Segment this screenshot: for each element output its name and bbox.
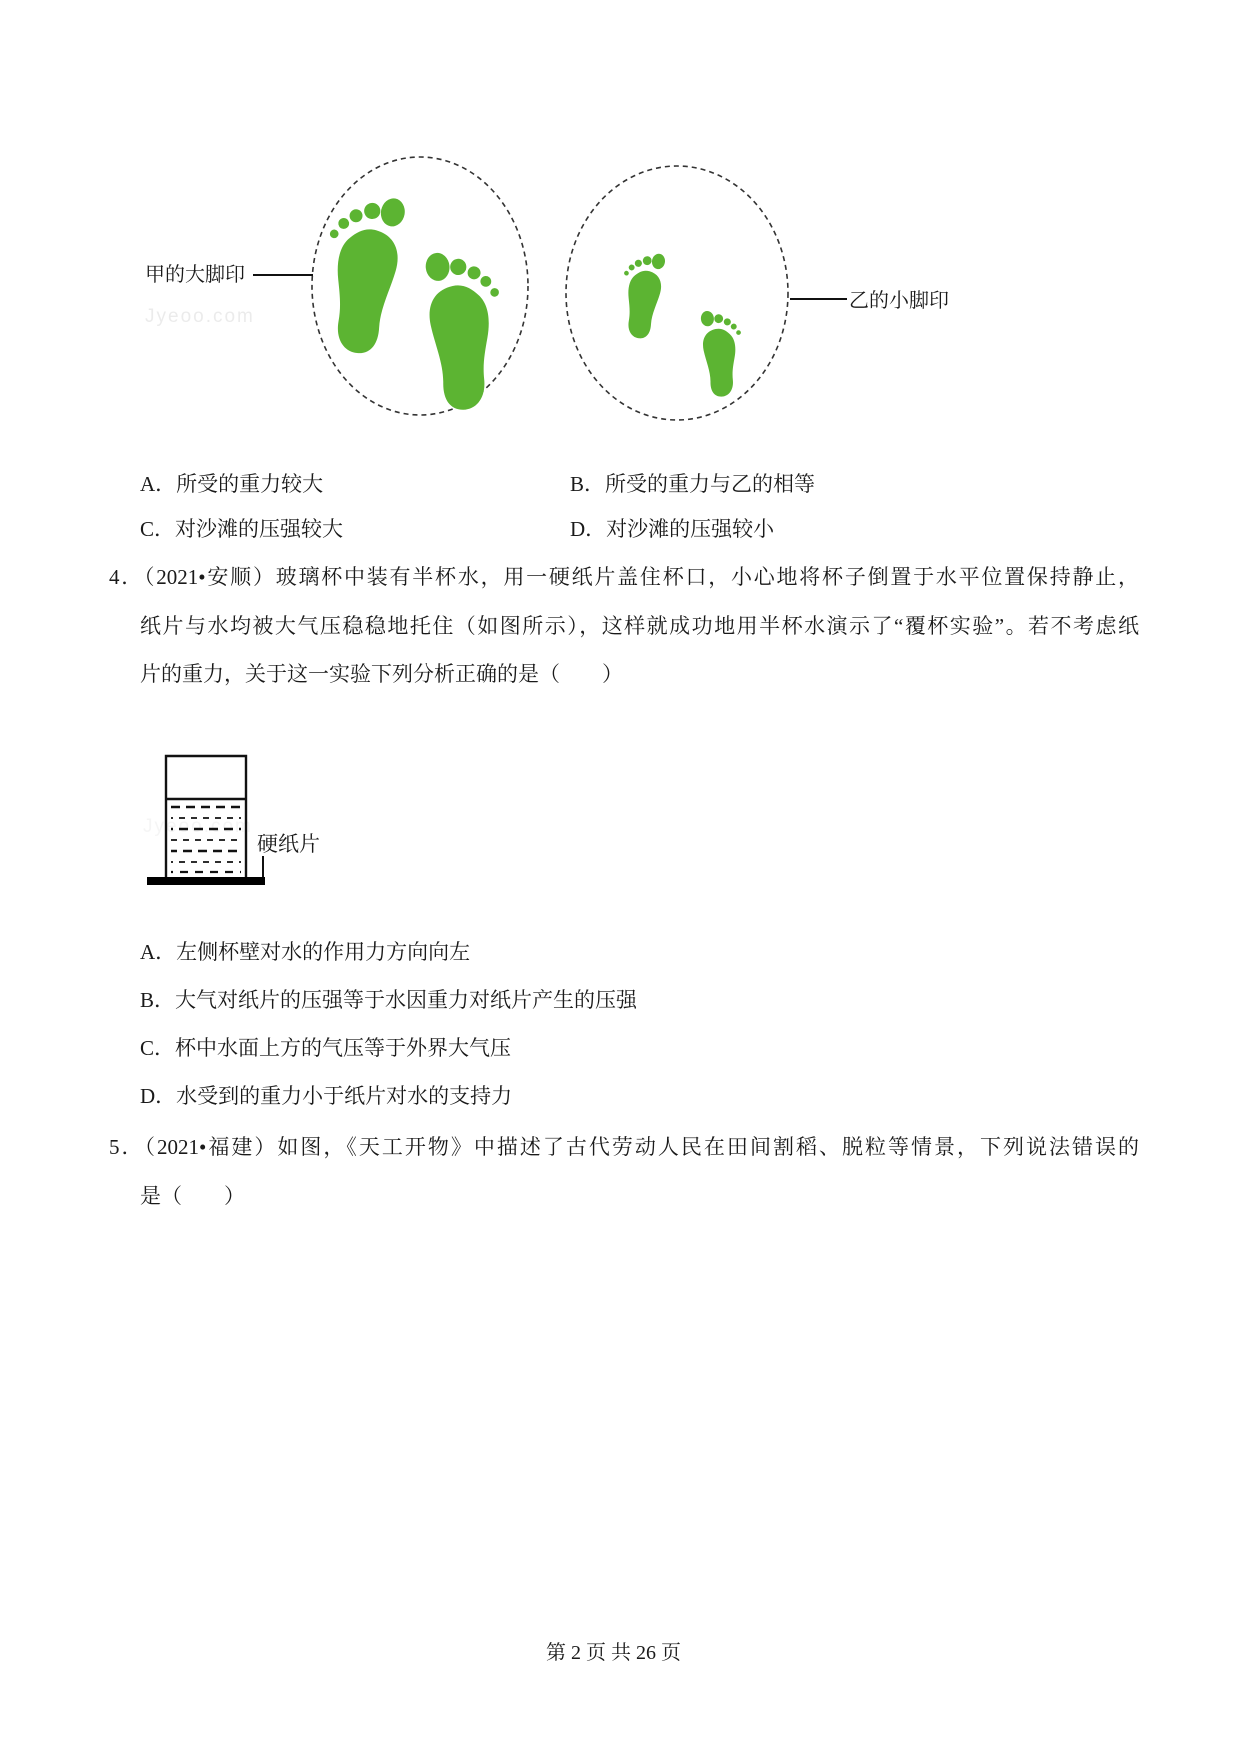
footprints-figure [300,145,820,435]
q3-option-c: C．对沙滩的压强较大 [140,517,344,541]
q5-stem-line1: 5．（2021•福建）如图，《天工开物》中描述了古代劳动人民在田间割稻、脱粒等情景，下列说法错误的 [109,1135,1139,1159]
big-right-footprint [423,247,511,412]
footprints-green [310,188,747,412]
small-footprint-label: 乙的小脚印 [849,290,949,312]
watermark-text: Jyeoo.com [145,306,255,327]
glass-outline [166,756,246,877]
page-number-footer: 第 2 页 共 26 页 [546,1642,681,1664]
big-footprint-label: 甲的大脚印 [145,264,245,286]
cardboard-sheet [147,877,265,885]
small-right-footprint [699,308,747,398]
q3-option-a: A．所受的重力较大 [140,472,324,496]
cup-experiment-figure [140,750,340,892]
watermark-text: Jyeoo.com [143,816,253,837]
q3-option-b: B．所受的重力与乙的相等 [570,472,816,496]
q4-stem-line1: 4．（2021•安顺）玻璃杯中装有半杯水，用一硬纸片盖住杯口，小心地将杯子倒置于水平位置保持静止， [109,565,1139,589]
q4-option-c: C．杯中水面上方的气压等于外界大气压 [140,1036,512,1060]
q4-option-a: A．左侧杯壁对水的作用力方向向左 [140,940,471,964]
q4-stem-line3: 片的重力，关于这一实验下列分析正确的是（ ） [140,662,623,686]
q4-stem-line2: 纸片与水均被大气压稳稳地托住（如图所示），这样就成功地用半杯水演示了“覆杯实验”。若不考虑纸 [140,614,1139,638]
right-label-connector-line [790,298,847,300]
water-hatching [171,807,241,872]
sand-region-right-circle [566,166,788,420]
big-left-footprint [310,188,408,357]
small-left-footprint [613,248,667,340]
q4-option-b: B．大气对纸片的压强等于水因重力对纸片产生的压强 [140,988,638,1012]
cardboard-label: 硬纸片 [257,832,320,856]
q3-option-d: D．对沙滩的压强较小 [570,517,775,541]
q4-option-d: D．水受到的重力小于纸片对水的支持力 [140,1084,513,1108]
q5-stem-line2: 是（ ） [140,1184,245,1208]
